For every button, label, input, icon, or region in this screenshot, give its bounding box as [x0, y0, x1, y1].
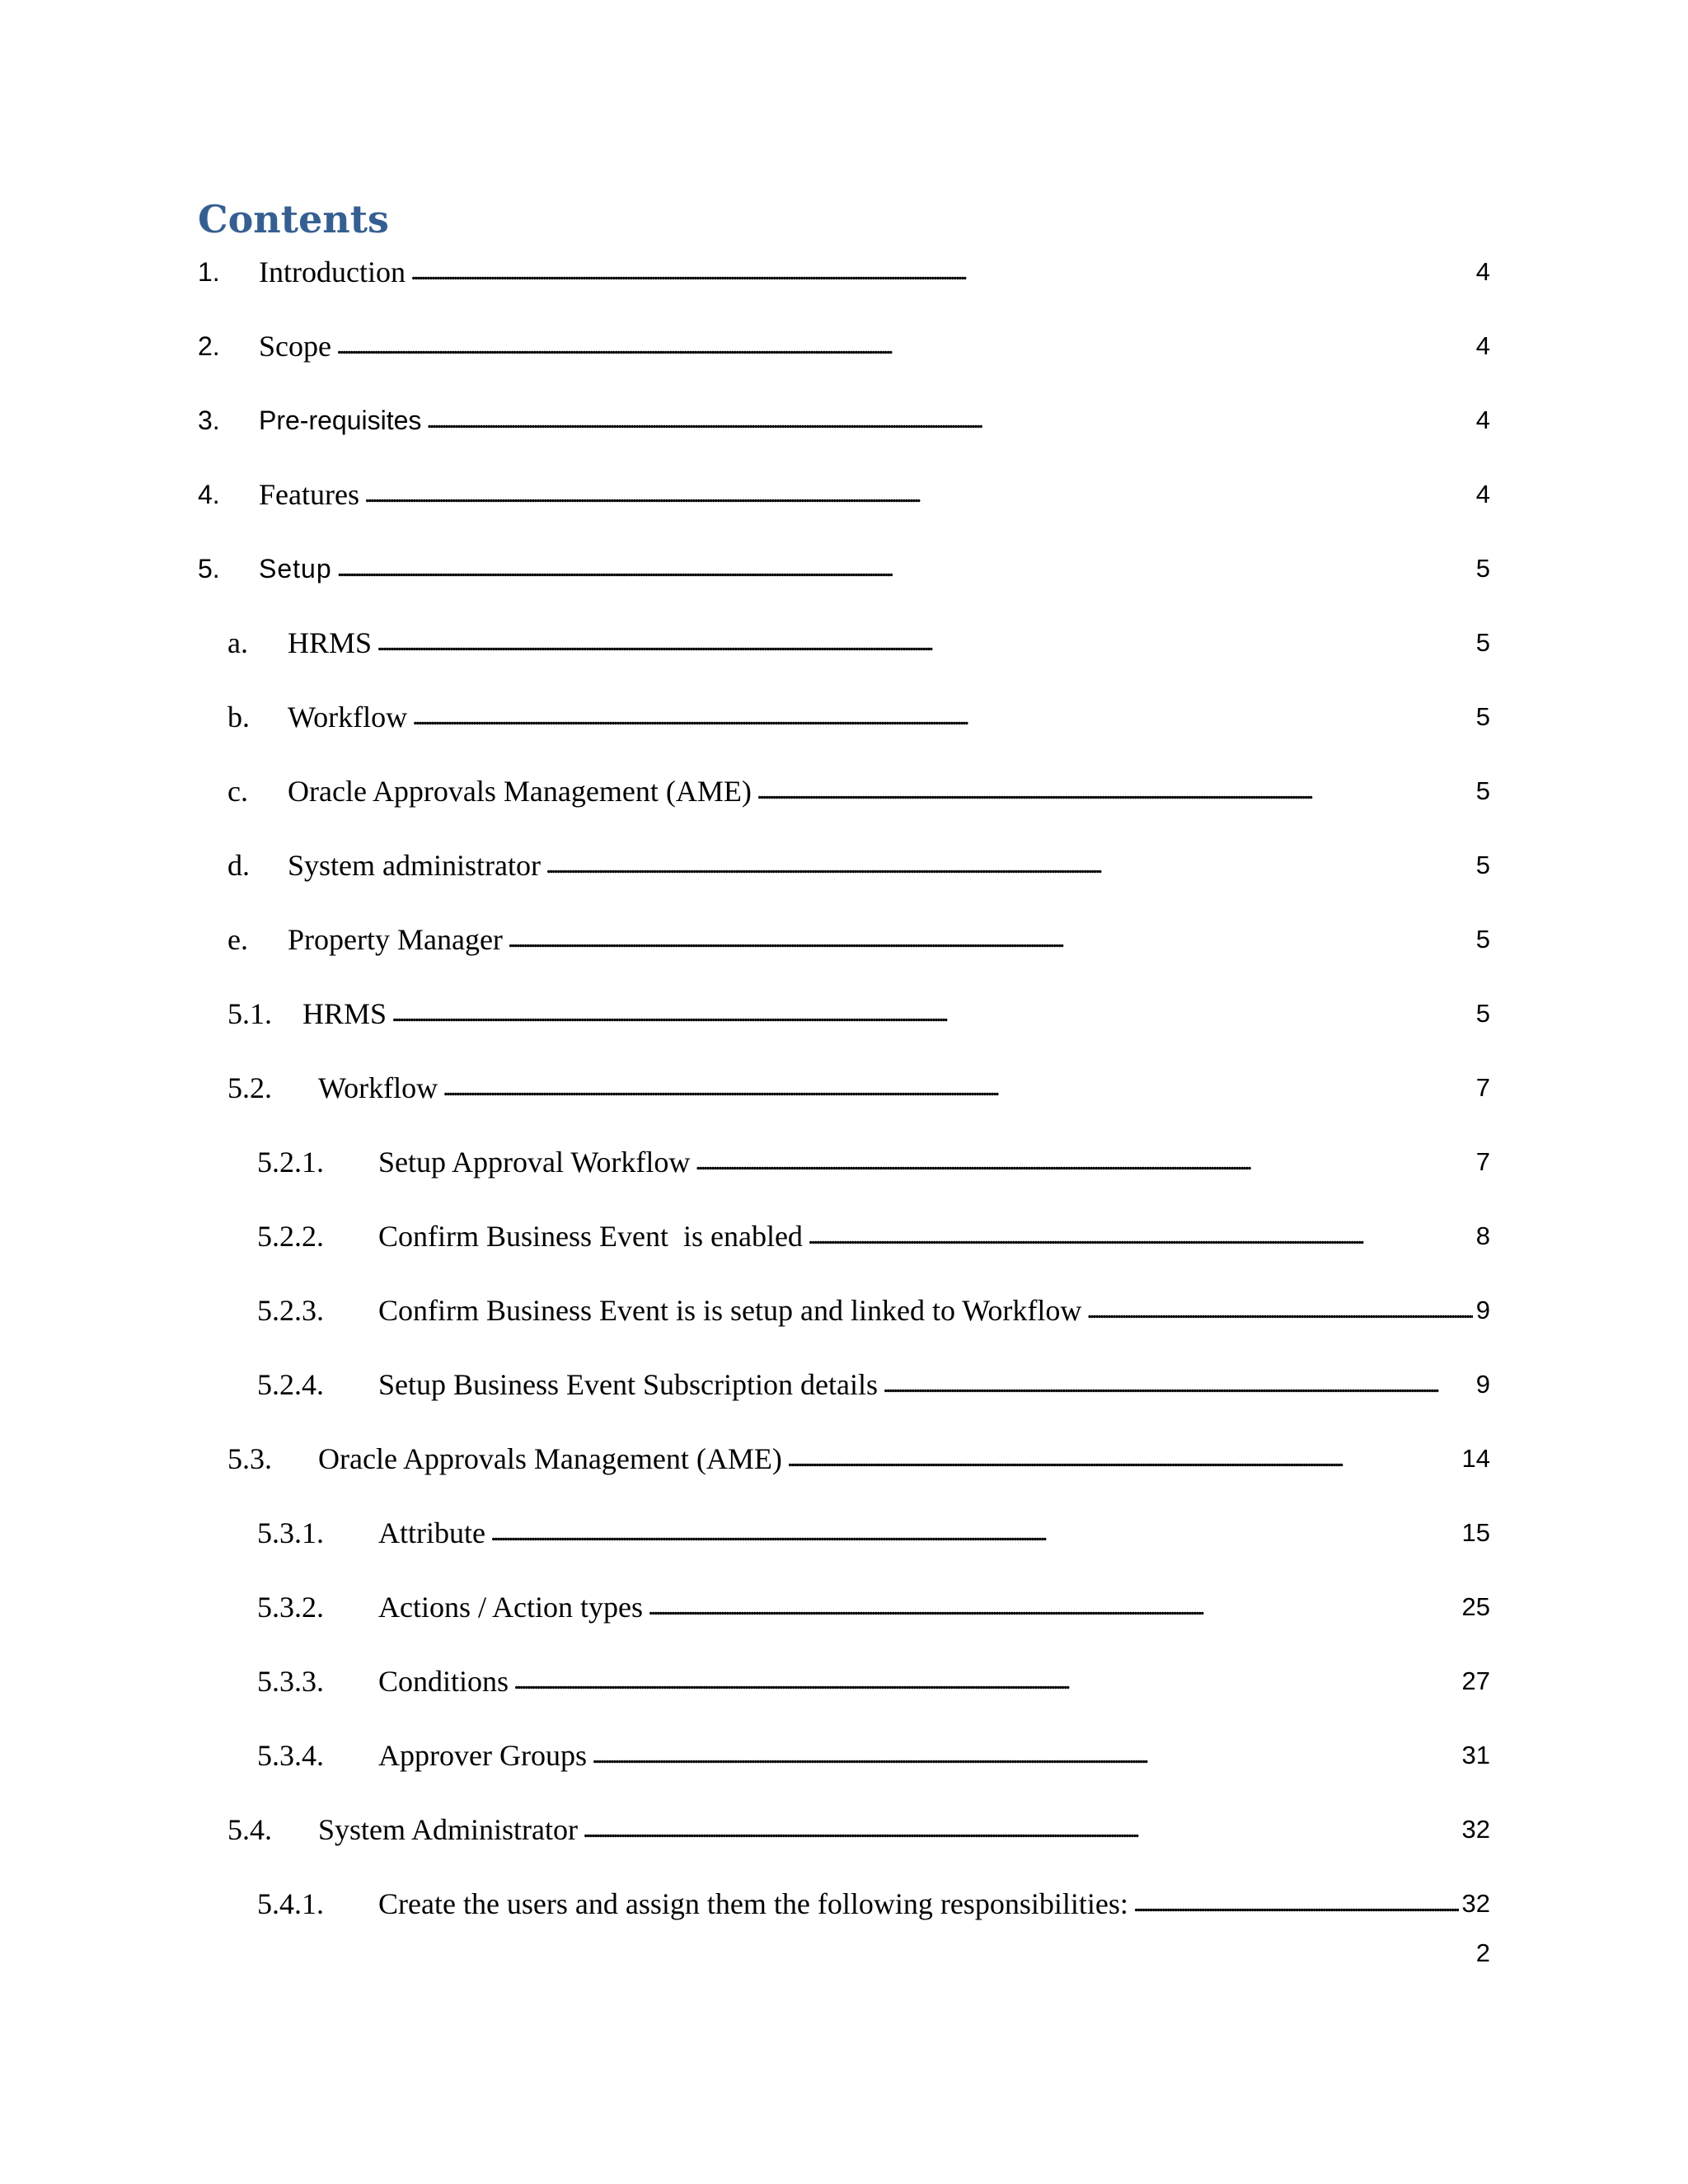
toc-entry-number: 1. — [198, 257, 220, 287]
toc-entry-page: 5 — [1475, 702, 1490, 731]
toc-entry-number: 5.2.1. — [257, 1146, 324, 1179]
toc-entry-text: Confirm Business Event is is setup and linked to Workflow — [378, 1294, 1082, 1327]
toc-entry-text: Attribute — [378, 1516, 485, 1549]
toc-dot-leader — [377, 626, 1473, 659]
toc-entry-page: 5 — [1475, 628, 1490, 657]
toc-entry-5-2-2[interactable] — [257, 1212, 1490, 1256]
toc-entry-number: 5.2.3. — [257, 1294, 324, 1327]
toc-entry-number: 5.3.2. — [257, 1591, 324, 1624]
toc-entry-5-3-1[interactable] — [257, 1508, 1490, 1553]
toc-entry-5-3-2[interactable] — [257, 1582, 1490, 1627]
toc-entry-ame[interactable] — [227, 766, 1490, 811]
toc-entry-page: 32 — [1461, 1815, 1490, 1844]
toc-entry-number: 3. — [198, 405, 220, 435]
toc-dot-leader — [443, 1071, 1473, 1104]
toc-dot-leader — [392, 997, 1473, 1030]
toc-entry-text: HRMS — [302, 997, 387, 1030]
toc-entry-5-3-4[interactable] — [257, 1731, 1490, 1775]
toc-entry-page: 9 — [1475, 1370, 1490, 1399]
toc-entry-5-4-1[interactable] — [257, 1879, 1490, 1924]
toc-entry-number: 5.4. — [227, 1813, 272, 1846]
toc-entry-system-administrator[interactable] — [227, 841, 1490, 885]
toc-entry-text: Conditions — [378, 1665, 509, 1698]
toc-entry-pre-requisites[interactable] — [198, 396, 1490, 440]
toc-dot-leader — [883, 1368, 1473, 1401]
toc-entry-number: b. — [227, 701, 250, 733]
toc-entry-5-3-3[interactable] — [257, 1657, 1490, 1701]
toc-title: Contents — [198, 197, 389, 241]
toc-entry-page: 32 — [1461, 1889, 1490, 1918]
toc-dot-leader — [336, 330, 1473, 363]
toc-entry-page: 5 — [1475, 925, 1490, 954]
toc-entry-text: Scope — [259, 330, 331, 363]
toc-entry-text: Features — [259, 478, 359, 511]
toc-entry-page: 5 — [1475, 776, 1490, 805]
toc-entry-page: 4 — [1475, 480, 1490, 509]
toc-entry-introduction[interactable] — [198, 247, 1490, 292]
toc-entry-page: 4 — [1475, 405, 1490, 434]
toc-entry-page: 27 — [1461, 1666, 1490, 1695]
toc-entry-page: 5 — [1475, 851, 1490, 879]
toc-entry-text: Setup Business Event Subscription details — [378, 1368, 878, 1401]
toc-dot-leader — [1133, 1887, 1459, 1920]
toc-entry-number: 5.4.1. — [257, 1887, 324, 1920]
toc-entry-number: d. — [227, 849, 250, 882]
toc-dot-leader — [695, 1146, 1472, 1179]
toc-entry-text: Oracle Approvals Management (AME) — [288, 775, 752, 808]
toc-entry-5-2-workflow[interactable] — [227, 1063, 1490, 1108]
toc-entry-number: 5.2.4. — [257, 1368, 324, 1401]
toc-dot-leader — [337, 552, 1473, 585]
toc-entry-property-manager[interactable] — [227, 915, 1490, 959]
toc-entry-number: 5.3.1. — [257, 1516, 324, 1549]
toc-dot-leader — [648, 1591, 1459, 1624]
toc-dot-leader — [410, 255, 1473, 288]
toc-entry-page: 9 — [1475, 1296, 1490, 1324]
toc-entry-number: 2. — [198, 331, 220, 361]
toc-entry-number: 5.3. — [227, 1442, 272, 1475]
toc-entry-setup[interactable] — [198, 544, 1490, 588]
toc-entry-page: 5 — [1475, 554, 1490, 583]
toc-entry-5-1-hrms[interactable] — [227, 989, 1490, 1033]
toc-entry-page: 4 — [1475, 257, 1490, 286]
page-number: 2 — [1475, 1938, 1490, 1967]
toc-dot-leader — [583, 1813, 1459, 1846]
toc-entry-page: 7 — [1475, 1147, 1490, 1176]
toc-entry-text: Workflow — [288, 701, 408, 733]
toc-dot-leader — [426, 404, 1472, 437]
toc-entry-workflow[interactable] — [227, 692, 1490, 737]
toc-entry-text: System administrator — [288, 849, 541, 882]
toc-dot-leader — [412, 701, 1473, 733]
toc-entry-text: Workflow — [318, 1071, 438, 1104]
toc-entry-text: Confirm Business Event is enabled — [378, 1220, 803, 1253]
toc-entry-text: System Administrator — [318, 1813, 578, 1846]
toc-entry-text: Setup — [259, 554, 332, 583]
toc-entry-number: a. — [227, 626, 248, 659]
toc-entry-number: 5. — [198, 554, 220, 583]
toc-entry-number: 5.3.3. — [257, 1665, 324, 1698]
toc-entry-page: 8 — [1475, 1221, 1490, 1250]
toc-entry-text: HRMS — [288, 626, 373, 659]
toc-entry-number: 5.3.4. — [257, 1739, 324, 1772]
toc-entry-text: Pre-requisites — [259, 405, 422, 435]
toc-entry-text: Actions / Action types — [378, 1591, 643, 1624]
toc-entry-text: Approver Groups — [378, 1739, 587, 1772]
toc-entry-page: 5 — [1475, 999, 1490, 1028]
toc-entry-text: Property Manager — [288, 923, 503, 956]
toc-entry-page: 25 — [1461, 1592, 1490, 1621]
toc-entry-page: 14 — [1461, 1444, 1490, 1473]
toc-entry-text: Oracle Approvals Management (AME) — [318, 1442, 782, 1475]
toc-entry-number: 5.1. — [227, 997, 272, 1030]
toc-dot-leader — [757, 775, 1473, 808]
toc-entry-features[interactable] — [198, 470, 1490, 514]
toc-dot-leader — [513, 1665, 1458, 1698]
toc-entry-number: 5.2.2. — [257, 1220, 324, 1253]
toc-entry-text: Create the users and assign them the following responsibilities: — [378, 1887, 1128, 1920]
toc-dot-leader — [1086, 1294, 1472, 1327]
toc-entry-scope[interactable] — [198, 321, 1490, 366]
toc-dot-leader — [490, 1516, 1459, 1549]
toc-entry-5-4-system-administrator[interactable] — [227, 1805, 1490, 1849]
toc-dot-leader — [546, 849, 1473, 882]
toc-dot-leader — [592, 1739, 1459, 1772]
toc-entry-hrms[interactable] — [227, 618, 1490, 663]
toc-entry-5-2-3[interactable] — [257, 1286, 1490, 1330]
toc-dot-leader — [787, 1442, 1459, 1475]
toc-entry-text: Introduction — [259, 255, 406, 288]
toc-entry-page: 7 — [1475, 1073, 1490, 1102]
toc-entry-5-3-ame[interactable] — [227, 1434, 1490, 1479]
toc-entry-number: 4. — [198, 480, 220, 509]
toc-entry-text: Setup Approval Workflow — [378, 1146, 691, 1179]
toc-entry-page: 31 — [1461, 1741, 1490, 1769]
toc-entry-page: 4 — [1475, 331, 1490, 360]
toc-dot-leader — [364, 478, 1473, 511]
toc-entry-number: 5.2. — [227, 1071, 272, 1104]
toc-entry-5-2-1[interactable] — [257, 1137, 1490, 1182]
toc-entry-number: e. — [227, 923, 248, 956]
toc-entry-page: 15 — [1461, 1518, 1490, 1547]
toc-entry-number: c. — [227, 775, 248, 808]
toc-entry-5-2-4[interactable] — [257, 1360, 1490, 1404]
toc-dot-leader — [808, 1220, 1473, 1253]
toc-dot-leader — [508, 923, 1473, 956]
